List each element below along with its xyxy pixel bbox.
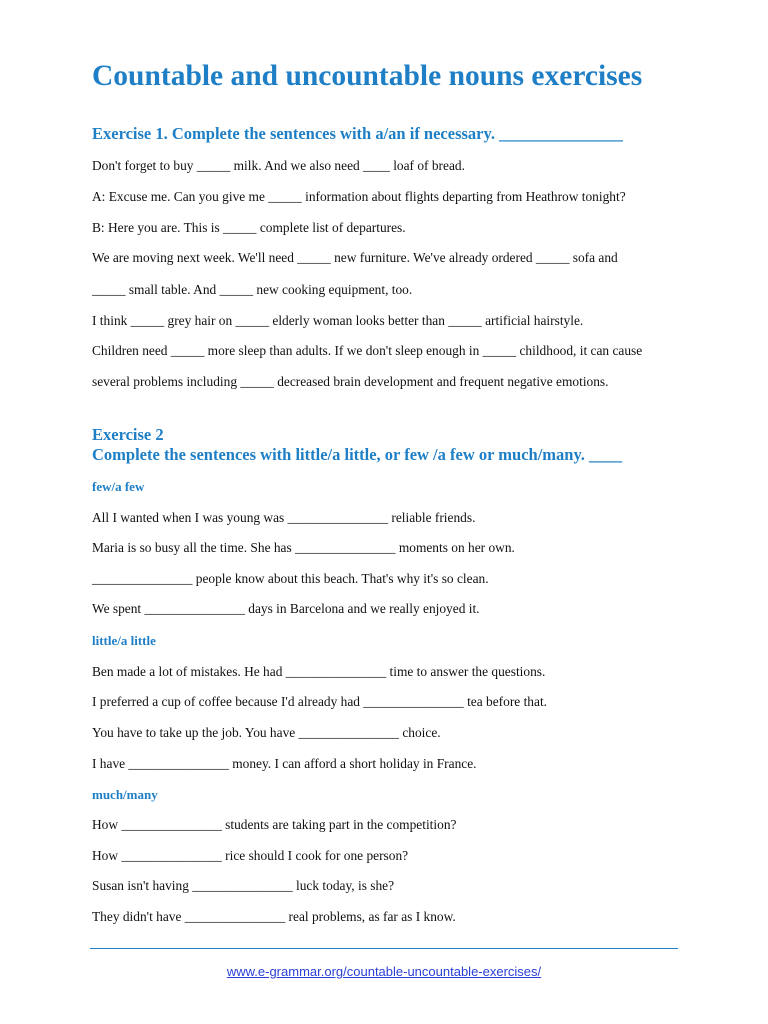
- exercise-2-line: Maria is so busy all the time. She has _______________ moments on her own.: [92, 540, 515, 555]
- exercise-1-line: A: Excuse me. Can you give me _____ information about flights departing from Heathrow tonight?: [92, 189, 626, 204]
- exercise-2-line: All I wanted when I was young was _______________ reliable friends.: [92, 510, 476, 525]
- exercise-2-line: You have to take up the job. You have _______________ choice.: [92, 725, 441, 740]
- section-label-much-many: much/many: [92, 787, 158, 802]
- exercise-2-line: We spent _______________ days in Barcelona and we really enjoyed it.: [92, 601, 480, 616]
- footer-link[interactable]: www.e-grammar.org/countable-uncountable-exercises/: [226, 964, 542, 979]
- exercise-2-line: How _______________ rice should I cook for one person?: [92, 848, 409, 863]
- exercise-2-instructions: Complete the sentences with little/a little, or few /a few or much/many. ____: [92, 445, 623, 464]
- exercise-2-line: They didn't have _______________ real problems, as far as I know.: [92, 909, 456, 924]
- exercise-1-line: _____ small table. And _____ new cooking equipment, too.: [92, 282, 413, 297]
- page-title: Countable and uncountable nouns exercises: [92, 60, 643, 92]
- exercise-1-heading: Exercise 1. Complete the sentences with a/an if necessary. _______________: [92, 124, 623, 143]
- exercise-2-line: Susan isn't having _______________ luck today, is she?: [92, 878, 395, 893]
- section-label-few: few/a few: [92, 479, 145, 494]
- exercise-2-line: I preferred a cup of coffee because I'd already had _______________ tea before that.: [92, 694, 548, 709]
- exercise-1-line: Don't forget to buy _____ milk. And we also need ____ loaf of bread.: [92, 158, 465, 173]
- exercise-2-line: Ben made a lot of mistakes. He had _______________ time to answer the questions.: [92, 664, 546, 679]
- exercise-1-line: I think _____ grey hair on _____ elderly woman looks better than _____ artificial hairstyle.: [92, 313, 584, 328]
- exercise-1-line: B: Here you are. This is _____ complete list of departures.: [92, 220, 406, 235]
- exercise-1-line: We are moving next week. We'll need _____ new furniture. We've already ordered _____ sofa and: [92, 250, 618, 265]
- exercise-2-heading: Exercise 2: [92, 425, 164, 444]
- exercise-1-line: several problems including _____ decreased brain development and frequent negative emotions.: [92, 374, 609, 389]
- exercise-2-line: I have _______________ money. I can afford a short holiday in France.: [92, 756, 477, 771]
- exercise-1-line: Children need _____ more sleep than adults. If we don't sleep enough in _____ childhood, it can cause: [92, 343, 643, 358]
- section-label-little: little/a little: [92, 633, 156, 648]
- exercise-2-line: _______________ people know about this beach. That's why it's so clean.: [92, 571, 489, 586]
- exercise-2-line: How _______________ students are taking part in the competition?: [92, 817, 457, 832]
- footer-divider: [90, 948, 678, 949]
